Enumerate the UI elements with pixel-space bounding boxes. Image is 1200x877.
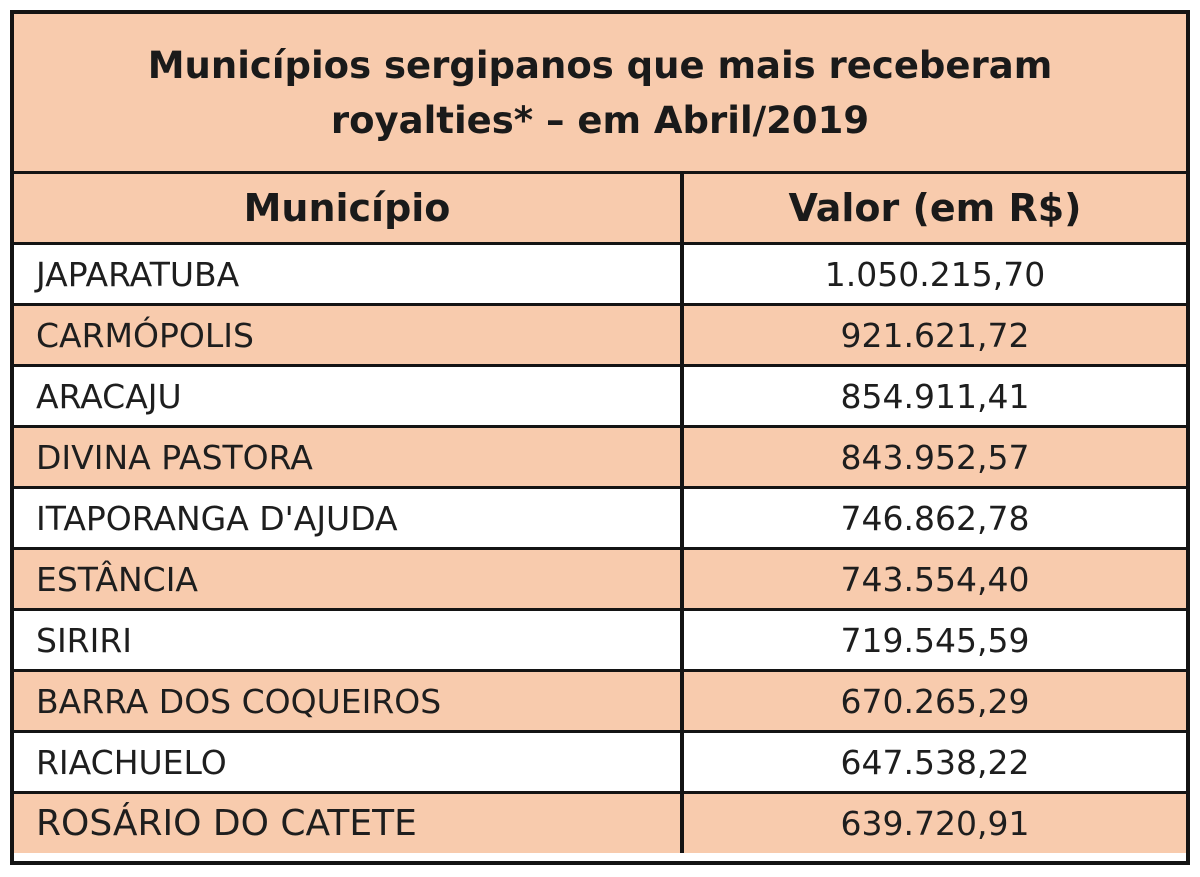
municipio-cell: DIVINA PASTORA — [14, 428, 684, 486]
municipio-cell: ARACAJU — [14, 367, 684, 425]
municipio-cell: RIACHUELO — [14, 733, 684, 791]
municipio-cell: ESTÂNCIA — [14, 550, 684, 608]
table-row — [14, 245, 1186, 306]
valor-cell: 746.862,78 — [840, 498, 1030, 538]
municipio-cell: ROSÁRIO DO CATETE — [14, 794, 684, 853]
valor-cell: 639.720,91 — [840, 804, 1030, 843]
valor-cell: 843.952,57 — [840, 437, 1030, 477]
municipio-cell: ITAPORANGA D'AJUDA — [14, 489, 684, 547]
valor-cell: 670.265,29 — [840, 681, 1030, 721]
valor-cell: 647.538,22 — [840, 742, 1030, 782]
table-row — [14, 611, 1186, 672]
table-title-line-1: Municípios sergipanos que mais receberam — [147, 43, 1053, 87]
table-title-line-2: royalties* – em Abril/2019 — [330, 98, 870, 142]
valor-cell: 854.911,41 — [840, 376, 1030, 416]
table-row — [14, 550, 1186, 611]
table-row — [14, 672, 1186, 733]
municipio-cell: CARMÓPOLIS — [14, 306, 684, 364]
valor-cell: 1.050.215,70 — [824, 254, 1046, 294]
table-row — [14, 489, 1186, 550]
municipio-cell: BARRA DOS COQUEIROS — [14, 672, 684, 730]
table-title — [14, 14, 1186, 174]
column-header-municipio: Município — [14, 174, 684, 242]
table-row — [14, 733, 1186, 794]
column-header-valor: Valor (em R$) — [788, 186, 1082, 230]
table-row — [14, 794, 1186, 853]
valor-cell: 719.545,59 — [840, 620, 1030, 660]
royalties-table — [10, 10, 1190, 865]
municipio-cell: SIRIRI — [14, 611, 684, 669]
table-row — [14, 306, 1186, 367]
table-row — [14, 367, 1186, 428]
table-row — [14, 428, 1186, 489]
municipio-cell: JAPARATUBA — [14, 245, 684, 303]
valor-cell: 921.621,72 — [840, 315, 1030, 355]
table-header-row — [14, 174, 1186, 245]
valor-cell: 743.554,40 — [840, 559, 1030, 599]
